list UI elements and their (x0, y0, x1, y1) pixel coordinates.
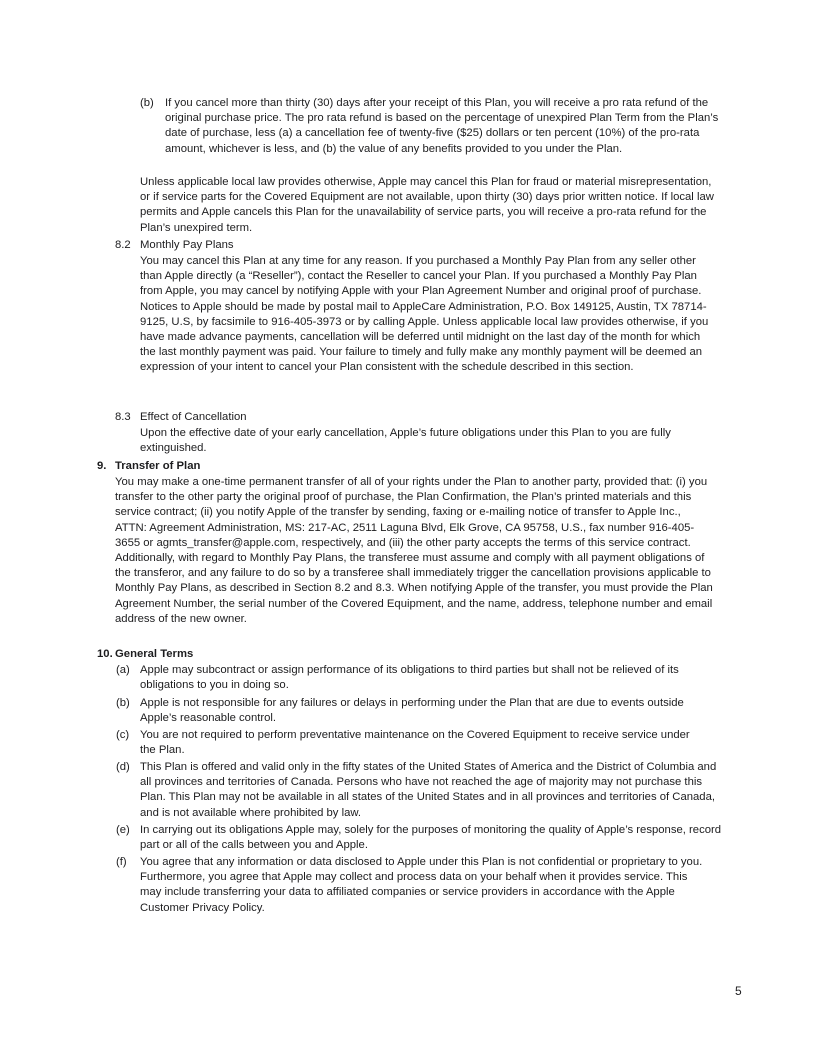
item-label: (e) (116, 824, 130, 836)
section-number: 9. (97, 460, 107, 472)
subsection-heading: Effect of Cancellation (140, 411, 247, 423)
paragraph-8-1-after: Unless applicable local law provides otherwise, Apple may cancel this Plan for fraud or material misrepresentation, or if service parts for the Covered Equipment are not available, upon thirty (30) days prior written notice. If local law permits and Apple cancels this Plan for the unavailability of service parts, you will receive a pro-rata refund for the Plan’s unexpired term. (140, 176, 714, 234)
paragraph-8-2: You may cancel this Plan at any time for any reason. If you purchased a Monthly Pay Plan from any seller other than Apple directly (a “Reseller”), contact the Reseller to cancel your Plan. If you purchased a Monthly Pay Plan from Apple, you may cancel by notifying Apple with your Plan Agreement Number and original proof of purchase. Notices to Apple should be made by postal mail to AppleCare Administration, P.O. Box 149125, Austin, TX 78714-9125, U.S, by facsimile to 916-405-3973 or by calling Apple. Unless applicable local law provides otherwise, if you have made advance payments, cancellation will be deferred until midnight on the last day of the month for which the last monthly payment was paid. Your failure to timely and fully make any monthly payment will be deemed an expression of your intent to cancel your Plan consistent with the schedule described in this section. (140, 255, 709, 374)
item-label: (f) (116, 856, 127, 868)
item-label: (b) (116, 697, 130, 709)
paragraph-9: You may make a one-time permanent transfer of all of your rights under the Plan to another party, provided that: (i) you transfer to the other party the original proof of purchase, the Plan Confirmation, the Plan’s printed materials and this service contract; (ii) you notify Apple of the transfer by sending, faxing or e-mailing notice of transfer to Apple Inc., ATTN: Agreement Administration, MS: 217-AC, 2511 Laguna Blvd, Elk Grove, CA 95758, U.S., fax number 916-405-3655 or agmts_transfer@apple.com, respectively, and (iii) the other party accepts the terms of this service contract. Additionally, with regard to Monthly Pay Plans, the transferee must assume and comply with all payment obligations of the transferor, and any failure to do so by a transferee shall immediately trigger the cancellation provisions applicable to Monthly Pay Plans, as described in Section 8.2 and 8.3. When notifying Apple of the transfer, you must provide the Plan Agreement Number, the serial number of the Covered Equipment, and the name, address, telephone number and email address of the new owner. (115, 476, 713, 625)
page-number: 5 (735, 984, 742, 998)
subsection-number: 8.2 (115, 239, 131, 251)
subsection-number: 8.3 (115, 411, 131, 423)
section-heading: General Terms (115, 648, 194, 660)
paragraph-10-a: Apple may subcontract or assign performance of its obligations to third parties but shall not be relieved of its obligations to you in doing so. (140, 664, 679, 692)
item-label: (d) (116, 761, 130, 773)
paragraph-10-d: This Plan is offered and valid only in the fifty states of the United States of America and the District of Columbia and all provinces and territories of Canada. Persons who have not reached the age of majority may not purchase this Plan. This Plan may not be available in all states of the United States and in all provinces and territories of Canada, and is not available where prohibited by law. (140, 761, 717, 819)
paragraph-10-f: You agree that any information or data disclosed to Apple under this Plan is not confidential or proprietary to you. Furthermore, you agree that Apple may collect and process data on your behalf when it provides service. This may include transferring your data to affiliated companies or service providers in accordance with the Apple Customer Privacy Policy. (140, 856, 703, 914)
paragraph-10-b: Apple is not responsible for any failures or delays in performing under the Plan that are due to events outside Apple’s reasonable control. (140, 697, 684, 725)
item-label: (b) (140, 97, 154, 109)
section-heading: Transfer of Plan (115, 460, 201, 472)
paragraph-8-1-b: If you cancel more than thirty (30) days after your receipt of this Plan, you will receive a pro rata refund of the original purchase price. The pro rata refund is based on the percentage of unexpired Plan Term from the Plan’s date of purchase, less (a) a cancellation fee of twenty-five ($25) dollars or ten percent (10%) of the pro-rata amount, whichever is less, and (b) the value of any benefits provided to you under the Plan. (165, 97, 719, 155)
paragraph-10-e: In carrying out its obligations Apple may, solely for the purposes of monitoring the quality of Apple’s response, record part or all of the calls between you and Apple. (140, 824, 722, 852)
paragraph-8-3: Upon the effective date of your early cancellation, Apple’s future obligations under this Plan to you are fully extinguished. (140, 427, 671, 455)
item-label: (a) (116, 664, 130, 676)
section-number: 10. (97, 648, 113, 660)
subsection-heading: Monthly Pay Plans (140, 239, 234, 251)
paragraph-10-c: You are not required to perform preventative maintenance on the Covered Equipment to receive service under the Plan. (140, 729, 690, 757)
item-label: (c) (116, 729, 130, 741)
